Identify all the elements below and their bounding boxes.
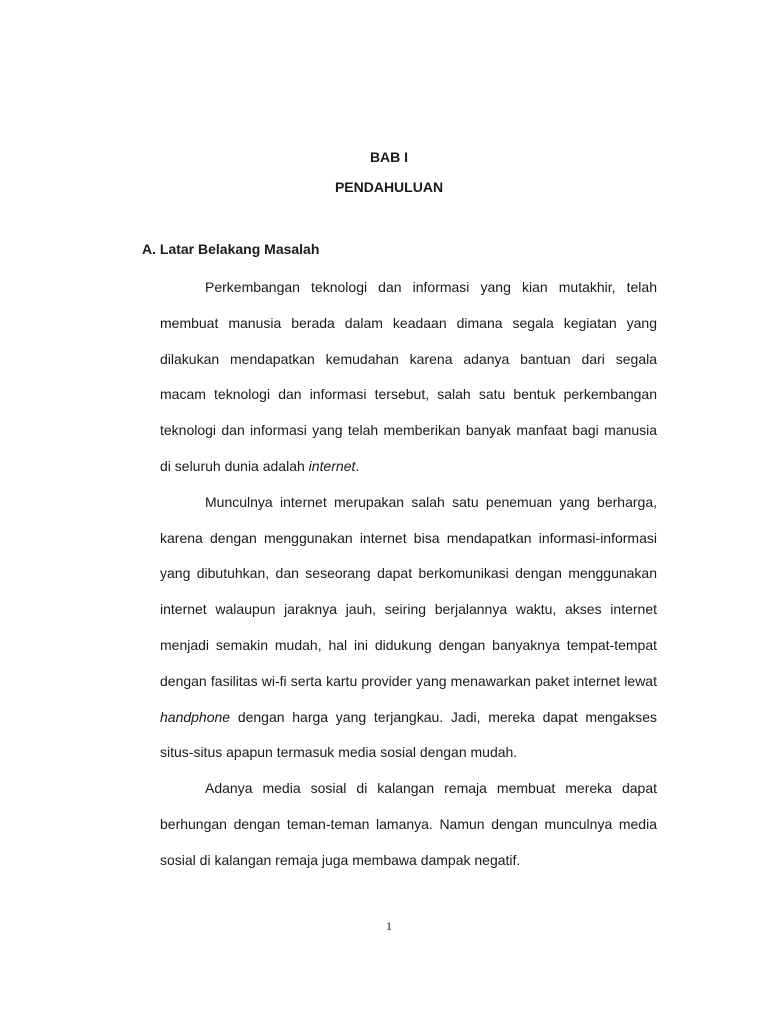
paragraph-2-tail: dengan harga yang terjangkau. Jadi, mereka dapat mengakses situs-situs apapun termasuk media sosial dengan mudah. — [160, 708, 657, 761]
section-heading: A. Latar Belakang Masalah — [142, 241, 320, 257]
paragraph-2-text: Munculnya internet merupakan salah satu penemuan yang berharga, karena dengan menggunakan internet bisa mendapatkan informasi-informasi yang dibutuhkan, dan seseorang dapat berkomunikasi dengan menggunakan internet walaupun jaraknya jauh, seiring berjalannya waktu, akses internet menjadi semakin mudah, hal ini didukung dengan banyaknya tempat-tempat dengan fasilitas wi-fi serta kartu provider yang menawarkan paket internet lewat — [160, 493, 657, 689]
paragraph-3 — [160, 771, 657, 878]
paragraph-3-text: Adanya media sosial di kalangan remaja membuat mereka dapat berhungan dengan teman-teman lamanya. Namun dengan munculnya media sosial di kalangan remaja juga membawa dampak negatif. — [160, 780, 657, 868]
paragraph-1-tail: . — [355, 457, 360, 474]
paragraph-1 — [160, 270, 657, 485]
paragraph-1-italic-term: internet — [308, 457, 356, 474]
page-number: 1 — [386, 919, 392, 933]
paragraph-2-italic-term: handphone — [160, 708, 231, 725]
chapter-number: BAB I — [369, 149, 409, 165]
paragraph-2 — [160, 485, 657, 771]
chapter-title: PENDAHULUAN — [334, 179, 444, 195]
body-text — [160, 270, 657, 879]
paragraph-1-text: Perkembangan teknologi dan informasi yang kian mutakhir, telah membuat manusia berada dalam keadaan dimana segala kegiatan yang dilakukan mendapatkan kemudahan karena adanya bantuan dari segala macam teknologi dan informasi tersebut, salah satu bentuk perkembangan teknologi dan informasi yang telah memberikan banyak manfaat bagi manusia di seluruh dunia adalah — [160, 279, 657, 474]
